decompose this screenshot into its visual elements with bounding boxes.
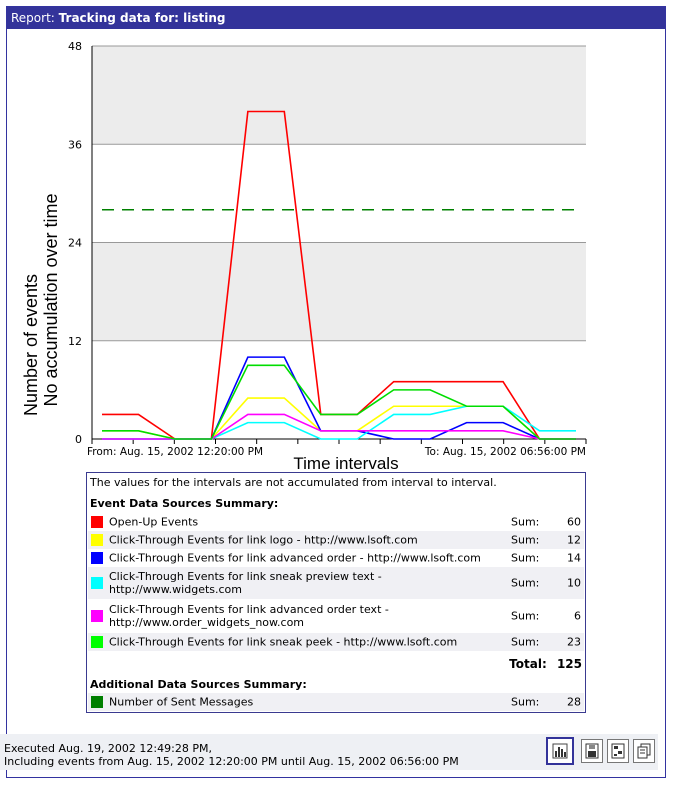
chart-view-button[interactable] bbox=[546, 737, 574, 765]
sum-label: Sum: bbox=[511, 635, 540, 649]
diagram-button[interactable] bbox=[607, 739, 629, 763]
sum-value: 6 bbox=[574, 609, 581, 623]
event-summary-row bbox=[88, 567, 584, 599]
title-prefix: Report: bbox=[11, 11, 55, 25]
grid-band-1 bbox=[92, 46, 586, 144]
event-label: Click-Through Events for link advanced order text - http://www.order_widgets_now.com bbox=[109, 603, 389, 629]
diagram-icon bbox=[610, 742, 626, 760]
sum-value: 28 bbox=[567, 695, 581, 709]
total-label: Total: bbox=[509, 657, 547, 671]
legend-swatch bbox=[91, 696, 103, 708]
event-label: Open-Up Events bbox=[109, 515, 199, 529]
x-from-label: From: Aug. 15, 2002 12:20:00 PM bbox=[87, 446, 264, 458]
sum-label: Sum: bbox=[511, 551, 540, 565]
event-summary-row bbox=[88, 633, 584, 651]
summary-note: The values for the intervals are not accumulated from interval to interval. bbox=[90, 476, 497, 489]
series-line-5 bbox=[102, 365, 576, 439]
event-summary-header: Event Data Sources Summary: bbox=[90, 497, 279, 510]
y-tick-label-1: 12 bbox=[68, 334, 82, 348]
executed-text: Executed Aug. 19, 2002 12:49:28 PM, bbox=[4, 742, 212, 755]
including-text: Including events from Aug. 15, 2002 12:20:00 PM until Aug. 15, 2002 06:56:00 PM bbox=[4, 755, 459, 768]
total-value: 125 bbox=[556, 657, 582, 671]
x-axis-label: Time intervals bbox=[293, 454, 399, 472]
sum-label: Sum: bbox=[511, 609, 540, 623]
legend-swatch bbox=[91, 534, 103, 546]
legend-swatch bbox=[91, 577, 103, 589]
event-label: Click-Through Events for link advanced order - http://www.lsoft.com bbox=[109, 551, 481, 565]
x-to-label: To: Aug. 15, 2002 06:56:00 PM bbox=[424, 446, 586, 458]
report-title: Tracking data for: listing bbox=[58, 11, 226, 25]
summary-total bbox=[509, 657, 582, 671]
series-line-1 bbox=[102, 398, 576, 439]
sum-label: Sum: bbox=[511, 695, 540, 709]
sum-label: Sum: bbox=[511, 533, 540, 547]
y-tick-label-4: 48 bbox=[68, 40, 82, 53]
event-summary-row bbox=[88, 600, 584, 632]
legend-swatch bbox=[91, 636, 103, 648]
legend-swatch bbox=[91, 552, 103, 564]
sum-value: 23 bbox=[567, 635, 581, 649]
series-line-4 bbox=[102, 414, 576, 439]
sum-label: Sum: bbox=[511, 576, 540, 590]
series-line-2 bbox=[102, 357, 576, 439]
event-summary-row bbox=[88, 513, 584, 531]
event-label: Click-Through Events for link sneak peek - http://www.lsoft.com bbox=[109, 635, 458, 649]
summary-panel bbox=[86, 472, 586, 713]
legend-swatch bbox=[91, 610, 103, 622]
copy-button[interactable] bbox=[633, 739, 655, 763]
y-tick-label-2: 24 bbox=[68, 236, 82, 250]
event-label: Click-Through Events for link logo - http://www.lsoft.com bbox=[109, 533, 418, 547]
event-summary-row bbox=[88, 531, 584, 549]
sum-value: 10 bbox=[567, 576, 581, 590]
sum-value: 12 bbox=[567, 533, 581, 547]
event-summary-row bbox=[88, 549, 584, 567]
y-axis-label-line1: Number of events bbox=[21, 273, 41, 417]
save-icon bbox=[584, 742, 600, 760]
additional-summary-row bbox=[88, 693, 584, 711]
y-tick-label-0: 0 bbox=[75, 433, 82, 446]
sum-value: 14 bbox=[567, 551, 581, 565]
additional-summary-header: Additional Data Sources Summary: bbox=[90, 678, 307, 691]
grid-band-0 bbox=[92, 243, 586, 341]
y-tick-label-3: 36 bbox=[68, 138, 82, 152]
report-footer bbox=[0, 734, 658, 770]
copy-icon bbox=[636, 742, 652, 760]
chart-icon bbox=[552, 743, 568, 759]
legend-swatch bbox=[91, 516, 103, 528]
sum-label: Sum: bbox=[511, 515, 540, 529]
save-button[interactable] bbox=[581, 739, 603, 763]
event-label: Click-Through Events for link sneak preview text - http://www.widgets.com bbox=[109, 570, 382, 596]
sum-value: 60 bbox=[567, 515, 581, 529]
y-axis-label-line2: No accumulation over time bbox=[41, 193, 61, 407]
additional-label: Number of Sent Messages bbox=[109, 695, 254, 709]
